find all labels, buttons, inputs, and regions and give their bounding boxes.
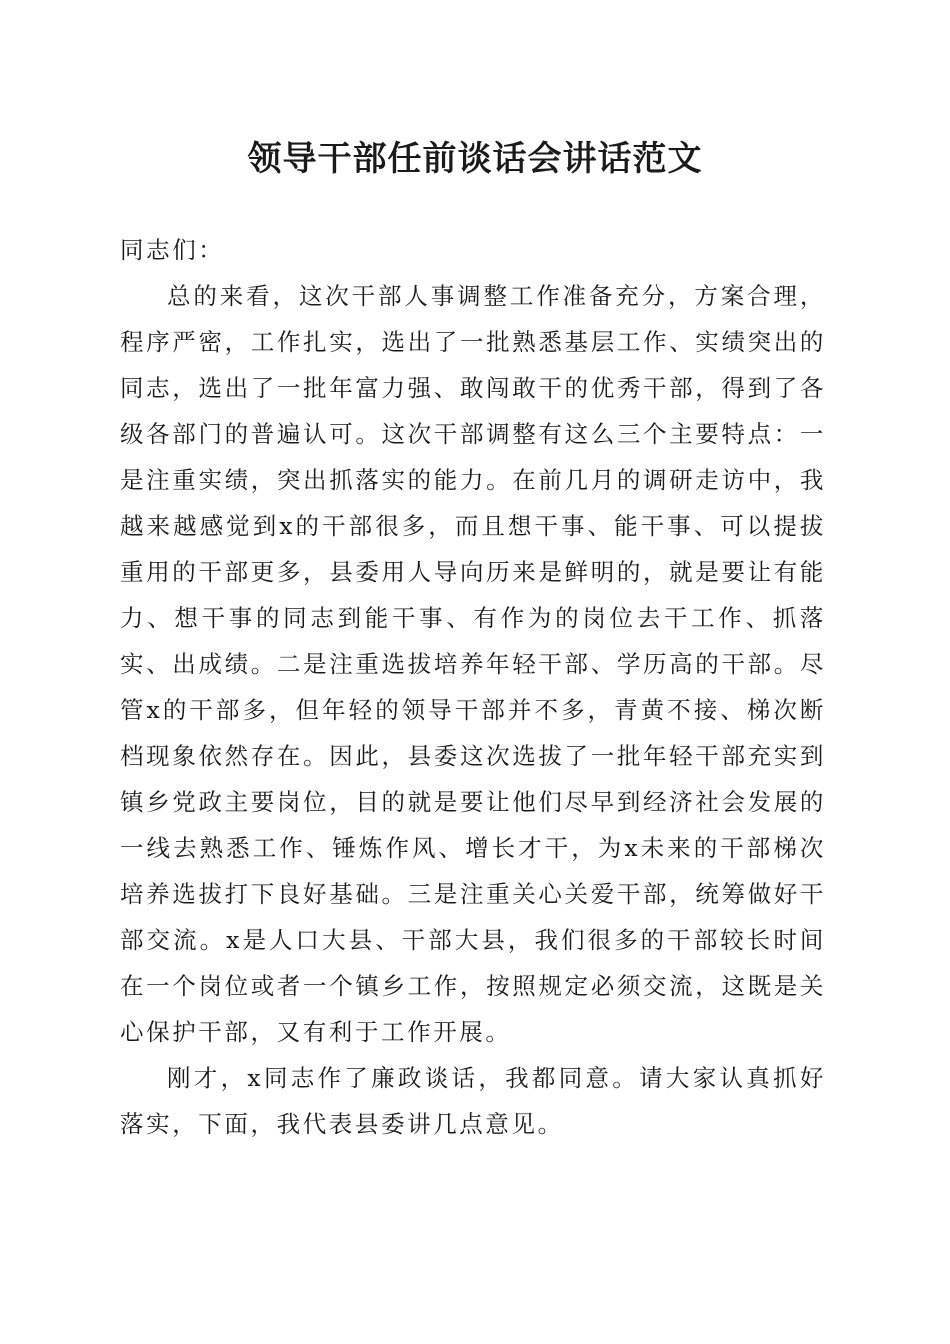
document-title: 领导干部任前谈话会讲话范文 <box>247 139 703 179</box>
document-body <box>120 227 826 1147</box>
paragraph-1: 总的来看，这次干部人事调整工作准备充分，方案合理，程序严密，工作扎实，选出了一批熟悉基层工作、实绩突出的同志，选出了一批年富力强、敢闯敢干的优秀干部，得到了各级各部门的普遍认可。这次干部调整有这么三个主要特点：一是注重实绩，突出抓落实的能力。在前几月的调研走访中，我越来越感觉到x的干部很多，而且想干事、能干事、可以提拔重用的干部更多，县委用人导向历来是鲜明的，就是要让有能力、想干事的同志到能干事、有作为的岗位去干工作、抓落实、出成绩。二是注重选拔培养年轻干部、学历高的干部。尽管x的干部多，但年轻的领导干部并不多，青黄不接、梯次断档现象依然存在。因此，县委这次选拔了一批年轻干部充实到镇乡党政主要岗位，目的就是要让他们尽早到经济社会发展的一线去熟悉工作、锤炼作风、增长才干，为x未来的干部梯次培养选拔打下良好基础。三是注重关心关爱干部，统筹做好干部交流。x是人口大县、干部大县，我们很多的干部较长时间在一个岗位或者一个镇乡工作，按照规定必须交流，这既是关心保护干部，又有利于工作开展。 <box>120 282 826 1046</box>
salutation: 同志们： <box>120 236 225 264</box>
paragraph-2: 刚才，x同志作了廉政谈话，我都同意。请大家认真抓好落实，下面，我代表县委讲几点意见。 <box>120 1064 826 1138</box>
